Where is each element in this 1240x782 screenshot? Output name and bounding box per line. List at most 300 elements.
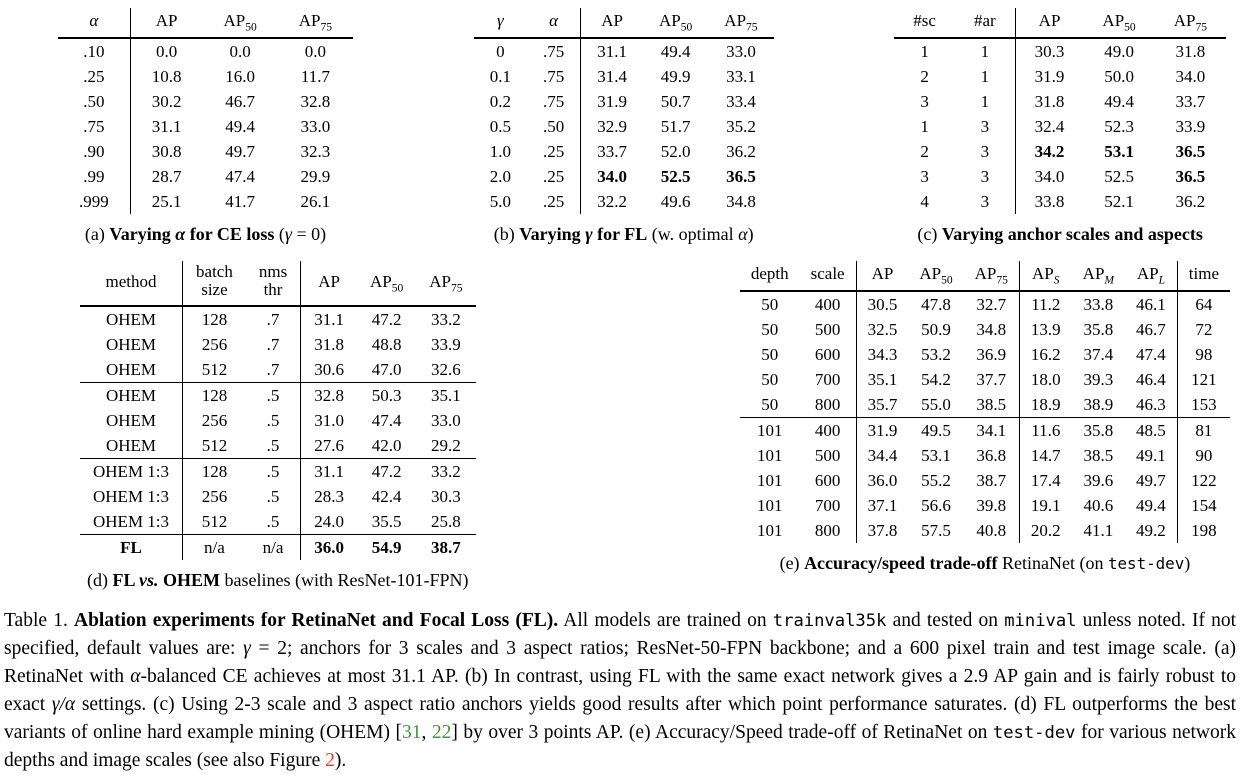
text-segment: ( bbox=[274, 224, 285, 244]
table-cell: 0.5 bbox=[489, 117, 512, 136]
table-cell: 19.1 bbox=[1030, 496, 1061, 515]
table-cell: 2.0 bbox=[489, 167, 512, 186]
table-cell: 18.9 bbox=[1030, 395, 1061, 414]
table-row bbox=[894, 139, 1226, 164]
table-cell: 49.7 bbox=[1125, 468, 1177, 493]
table-cell: OHEM bbox=[80, 306, 183, 332]
text-segment: γ bbox=[284, 224, 292, 244]
table-cell: 49.2 bbox=[1125, 518, 1177, 543]
table-row bbox=[474, 64, 774, 89]
subtable-d bbox=[80, 261, 476, 591]
text-segment: (w. optimal bbox=[647, 224, 739, 244]
subtable-row-bottom bbox=[0, 261, 1240, 591]
table-cell: 34.2 bbox=[1034, 142, 1065, 161]
table-row bbox=[80, 357, 476, 383]
table-cell: OHEM bbox=[80, 408, 183, 433]
table-caption bbox=[4, 607, 1236, 775]
table-row bbox=[894, 114, 1226, 139]
table-cell: 2 bbox=[920, 67, 929, 86]
column-header: AP bbox=[581, 8, 643, 38]
text-segment: = 0) bbox=[292, 224, 327, 244]
table-cell: 31.1 bbox=[597, 42, 628, 61]
text-segment: -balanced CE achieves at most 31.1 AP. (b) In contrast, using FL with the same exact network gives a 2.9 AP gain and is fairly robust to exact bbox=[4, 666, 1236, 715]
text-segment: for CE loss bbox=[185, 224, 275, 244]
table-cell: 72 bbox=[1195, 320, 1213, 339]
table-cell: 0.1 bbox=[489, 67, 512, 86]
table-cell: 31.1 bbox=[301, 459, 357, 485]
table-cell: .75 bbox=[58, 114, 130, 139]
table-cell: 34.0 bbox=[1034, 167, 1065, 186]
table-cell: 52.1 bbox=[1104, 192, 1134, 211]
table-cell: 49.0 bbox=[1104, 42, 1134, 61]
table-cell: 47.4 bbox=[371, 411, 402, 430]
table-cell: 4 bbox=[920, 192, 929, 211]
table-cell: 35.8 bbox=[1072, 418, 1125, 444]
table-cell: 34.0 bbox=[1175, 67, 1206, 86]
table-cell: 35.1 bbox=[867, 370, 898, 389]
table-cell: 42.4 bbox=[371, 487, 402, 506]
table-cell: 600 bbox=[800, 468, 856, 493]
citation-link-31[interactable]: 31 bbox=[401, 722, 422, 743]
table-cell: 153 bbox=[1191, 395, 1217, 414]
table-cell: 52.3 bbox=[1104, 117, 1134, 136]
table-cell: 33.8 bbox=[1083, 295, 1114, 314]
text-segment: baselines (with ResNet-101-FPN) bbox=[220, 570, 469, 590]
table-cell: 53.1 bbox=[921, 446, 951, 465]
table-cell: 3 bbox=[955, 139, 1015, 164]
table-cell: 0.0 bbox=[229, 42, 251, 61]
table-cell: 27.6 bbox=[314, 436, 344, 455]
column-header: AP bbox=[856, 261, 908, 291]
table-cell: 31.1 bbox=[314, 310, 344, 329]
table-cell: .7 bbox=[246, 332, 301, 357]
table-cell: 51.7 bbox=[660, 117, 691, 136]
table-cell: 0.2 bbox=[489, 92, 512, 111]
table-cell: .25 bbox=[527, 164, 581, 189]
table-cell: 31.4 bbox=[597, 67, 628, 86]
table-cell: 512 bbox=[201, 360, 228, 379]
table-cell: 33.4 bbox=[726, 92, 756, 111]
table-cell: 50 bbox=[761, 345, 779, 364]
table-row bbox=[58, 189, 353, 214]
column-header: AP bbox=[301, 261, 357, 306]
table-row bbox=[80, 484, 476, 509]
table-cell: 1.0 bbox=[489, 142, 512, 161]
text-segment: All models are trained on bbox=[558, 610, 773, 631]
text-segment: ). bbox=[334, 750, 347, 771]
table-cell: 101 bbox=[756, 496, 783, 515]
table-cell: 33.9 bbox=[431, 335, 461, 354]
table-cell: 34.0 bbox=[597, 167, 628, 186]
table-cell: 30.3 bbox=[1034, 42, 1065, 61]
table-cell: 1 bbox=[920, 42, 929, 61]
table-row bbox=[740, 392, 1230, 418]
table-row bbox=[474, 139, 774, 164]
table-cell: OHEM bbox=[80, 332, 183, 357]
text-segment: Accuracy/speed trade-off bbox=[804, 553, 998, 573]
table-cell: 33.0 bbox=[431, 411, 461, 430]
table-cell: 46.3 bbox=[1125, 392, 1177, 418]
table-row bbox=[58, 89, 353, 114]
text-segment: ] by over 3 points AP. (e) Accuracy/Speed trade-off of RetinaNet on bbox=[451, 722, 993, 743]
table-cell: 56.6 bbox=[921, 496, 951, 515]
column-header: α bbox=[58, 8, 130, 38]
table-cell: 48.5 bbox=[1125, 418, 1177, 444]
table-cell: 48.8 bbox=[371, 335, 402, 354]
text-segment: Ablation experiments for RetinaNet and Focal Loss (FL). bbox=[73, 610, 559, 631]
table-cell: .5 bbox=[246, 383, 301, 409]
table-cell: 31.1 bbox=[151, 117, 182, 136]
figure-link-2[interactable]: 2 bbox=[325, 750, 335, 771]
column-header: time bbox=[1177, 261, 1230, 291]
table-cell: 30.5 bbox=[867, 295, 898, 314]
table-cell: 34.8 bbox=[726, 192, 756, 211]
table-cell: 46.4 bbox=[1125, 367, 1177, 392]
table-cell: 36.5 bbox=[726, 167, 756, 186]
subtable-e-caption bbox=[780, 552, 1191, 575]
table-row bbox=[740, 518, 1230, 543]
column-header: $AP_{75}$ bbox=[708, 8, 773, 38]
text-segment: test-dev bbox=[992, 723, 1076, 743]
text-segment: , bbox=[421, 722, 432, 743]
table-cell: 3 bbox=[920, 92, 929, 111]
table-cell: 1 bbox=[920, 117, 929, 136]
text-segment: Varying bbox=[109, 224, 176, 244]
table-row bbox=[80, 332, 476, 357]
table-cell: 49.4 bbox=[225, 117, 256, 136]
table-cell: .50 bbox=[527, 114, 581, 139]
subtable-d-caption bbox=[87, 569, 468, 591]
table-cell: 800 bbox=[800, 518, 856, 543]
table-cell: .5 bbox=[246, 459, 301, 485]
table-fl-vs-ohem bbox=[80, 261, 476, 560]
column-header: $AP_{50}$ bbox=[357, 261, 416, 306]
table-cell: 34.4 bbox=[867, 446, 898, 465]
table-cell: .25 bbox=[58, 64, 130, 89]
table-cell: 128 bbox=[183, 383, 246, 409]
table-cell: 30.3 bbox=[431, 487, 461, 506]
column-header: γ bbox=[474, 8, 527, 38]
table-cell: 39.8 bbox=[964, 493, 1020, 518]
table-cell: 101 bbox=[740, 418, 800, 444]
table-cell: 49.4 bbox=[1104, 92, 1134, 111]
table-row bbox=[474, 89, 774, 114]
table-cell: 49.4 bbox=[1125, 493, 1177, 518]
text-segment: OHEM bbox=[158, 570, 221, 590]
table-row bbox=[80, 383, 476, 409]
text-segment: ) bbox=[747, 224, 754, 244]
table-cell: .99 bbox=[58, 164, 130, 189]
table-cell: 38.5 bbox=[1083, 446, 1114, 465]
column-header: $AP_S$ bbox=[1019, 261, 1071, 291]
text-segment: unless noted. If not specified, default values are: bbox=[4, 610, 1237, 659]
text-segment: settings. (c) Using 2-3 scale and 3 aspect ratio anchors yields good results after which point performance saturates. (d) FL outperforms the best variants of online hard example mining (OHEM) [ bbox=[4, 694, 1236, 743]
text-segment: FL bbox=[112, 570, 140, 590]
citation-link-22[interactable]: 22 bbox=[431, 722, 452, 743]
header-row bbox=[740, 261, 1230, 291]
column-header: depth bbox=[740, 261, 800, 291]
table-cell: 26.1 bbox=[300, 192, 331, 211]
table-cell: 18.0 bbox=[1030, 370, 1061, 389]
table-cell: .7 bbox=[246, 357, 301, 383]
table-row bbox=[894, 189, 1226, 214]
column-header: $AP_{50}$ bbox=[643, 8, 708, 38]
text-segment: test-dev bbox=[1108, 554, 1185, 573]
table-cell: 5.0 bbox=[489, 192, 512, 211]
table-cell: .7 bbox=[246, 306, 301, 332]
column-header: $AP_{50}$ bbox=[908, 261, 963, 291]
table-cell: 128 bbox=[201, 310, 228, 329]
table-cell: 50 bbox=[761, 370, 779, 389]
column-header: α bbox=[527, 8, 581, 38]
table-row bbox=[740, 443, 1230, 468]
text-segment: vs. bbox=[139, 570, 159, 590]
table-cell: 400 bbox=[800, 418, 856, 444]
table-cell: 47.0 bbox=[371, 360, 402, 379]
text-segment: minival bbox=[1004, 611, 1077, 631]
table-cell: 128 bbox=[183, 459, 246, 485]
table-cell: OHEM bbox=[80, 383, 183, 409]
table-cell: 31.8 bbox=[314, 335, 344, 354]
table-cell: 55.2 bbox=[921, 471, 951, 490]
table-row bbox=[474, 114, 774, 139]
text-segment: trainval35k bbox=[772, 611, 887, 631]
table-cell: 31.8 bbox=[1175, 42, 1206, 61]
column-header: #ar bbox=[955, 8, 1015, 38]
table-cell: 25.1 bbox=[151, 192, 182, 211]
table-cell: 35.1 bbox=[416, 383, 475, 409]
table-cell: 37.4 bbox=[1083, 345, 1114, 364]
table-varying-gamma bbox=[474, 8, 774, 214]
table-cell: 52.0 bbox=[660, 142, 691, 161]
table-row bbox=[58, 64, 353, 89]
table-varying-alpha bbox=[58, 8, 353, 214]
table-cell: 20.2 bbox=[1030, 521, 1061, 540]
table-cell: .90 bbox=[58, 139, 130, 164]
table-cell: 54.2 bbox=[921, 370, 951, 389]
table-cell: 50 bbox=[761, 395, 779, 414]
table-cell: 10.8 bbox=[151, 67, 182, 86]
column-header: scale bbox=[800, 261, 856, 291]
table-cell: 49.7 bbox=[225, 142, 256, 161]
table-cell: 36.5 bbox=[1175, 167, 1206, 186]
table-row bbox=[740, 291, 1230, 317]
table-cell: 50 bbox=[761, 295, 779, 314]
table-cell: 50.9 bbox=[921, 320, 951, 339]
table-cell: 47.2 bbox=[371, 310, 402, 329]
table-cell: OHEM bbox=[80, 357, 183, 383]
table-cell: 1 bbox=[955, 38, 1015, 64]
table-cell: 0 bbox=[496, 42, 505, 61]
table-cell: 50.7 bbox=[660, 92, 691, 111]
table-cell: 37.8 bbox=[867, 521, 898, 540]
table-cell: 52.5 bbox=[1104, 167, 1134, 186]
table-cell: 31.9 bbox=[1034, 67, 1065, 86]
table-row bbox=[58, 38, 353, 64]
table-cell: 46.7 bbox=[225, 92, 256, 111]
table-cell: 11.2 bbox=[1031, 295, 1061, 314]
column-header: AP bbox=[1015, 8, 1083, 38]
table-row bbox=[740, 367, 1230, 392]
table-cell: .25 bbox=[527, 189, 581, 214]
table-cell: 101 bbox=[756, 521, 783, 540]
column-header: batch size bbox=[183, 261, 246, 306]
text-segment: Varying anchor scales and aspects bbox=[941, 224, 1203, 244]
table-cell: 35.5 bbox=[371, 512, 402, 531]
text-segment: RetinaNet (on bbox=[997, 553, 1108, 573]
column-header: nms thr bbox=[246, 261, 301, 306]
table-cell: 35.2 bbox=[726, 117, 756, 136]
table-cell: 34.3 bbox=[867, 345, 898, 364]
table-cell: 40.6 bbox=[1083, 496, 1114, 515]
table-row bbox=[894, 164, 1226, 189]
header-row bbox=[58, 8, 353, 38]
table-cell: 36.2 bbox=[1175, 192, 1206, 211]
table-cell: 49.5 bbox=[908, 418, 963, 444]
table-cell: 0.0 bbox=[156, 42, 178, 61]
table-cell: 11.6 bbox=[1019, 418, 1071, 444]
table-cell: 35.7 bbox=[867, 395, 898, 414]
subtable-e bbox=[740, 261, 1230, 575]
table-row bbox=[740, 493, 1230, 518]
table-cell: 3 bbox=[920, 167, 929, 186]
table-cell: 32.9 bbox=[597, 117, 628, 136]
table-cell: 29.9 bbox=[300, 167, 331, 186]
table-cell: 33.7 bbox=[1175, 92, 1206, 111]
table-cell: 1 bbox=[955, 89, 1015, 114]
table-cell: 16.0 bbox=[225, 67, 256, 86]
table-row bbox=[474, 164, 774, 189]
table-cell: 31.9 bbox=[597, 92, 628, 111]
column-header: $AP_{75}$ bbox=[1155, 8, 1226, 38]
table-cell: FL bbox=[80, 535, 183, 561]
table-cell: .999 bbox=[58, 189, 130, 214]
table-cell: .75 bbox=[527, 89, 581, 114]
table-cell: 33.9 bbox=[1175, 117, 1206, 136]
subtable-c-caption bbox=[917, 223, 1203, 245]
table-cell: 3 bbox=[955, 114, 1015, 139]
table-row bbox=[740, 418, 1230, 444]
table-row bbox=[894, 38, 1226, 64]
subtable-a bbox=[58, 8, 353, 245]
subtable-row-top bbox=[0, 8, 1240, 245]
table-cell: 38.5 bbox=[964, 392, 1020, 418]
table-cell: 39.3 bbox=[1083, 370, 1114, 389]
table-row bbox=[80, 459, 476, 485]
text-segment: (c) bbox=[917, 224, 942, 244]
table-cell: 512 bbox=[201, 436, 228, 455]
table-cell: 3 bbox=[955, 189, 1015, 214]
table-cell: .10 bbox=[58, 38, 130, 64]
column-header: method bbox=[80, 261, 183, 306]
table-anchor-scales-aspects bbox=[894, 8, 1226, 214]
table-cell: 33.2 bbox=[431, 310, 461, 329]
table-cell: 33.0 bbox=[726, 42, 756, 61]
table-cell: 28.7 bbox=[151, 167, 182, 186]
table-cell: 37.7 bbox=[964, 367, 1020, 392]
table-cell: 34.1 bbox=[964, 418, 1020, 444]
subtable-b bbox=[474, 8, 774, 245]
table-cell: 198 bbox=[1191, 521, 1217, 540]
column-header: $AP_{75}$ bbox=[278, 8, 353, 38]
table-cell: 36.0 bbox=[867, 471, 898, 490]
table-row bbox=[474, 189, 774, 214]
table-cell: 256 bbox=[201, 487, 228, 506]
table-cell: 98 bbox=[1195, 345, 1213, 364]
table-cell: 800 bbox=[800, 392, 856, 418]
table-cell: 400 bbox=[800, 291, 856, 317]
column-header: $AP_{50}$ bbox=[203, 8, 278, 38]
text-segment: for FL bbox=[592, 224, 648, 244]
table-cell: 122 bbox=[1191, 471, 1217, 490]
table-cell: 30.2 bbox=[151, 92, 182, 111]
table-cell: 35.8 bbox=[1083, 320, 1114, 339]
table-cell: 46.1 bbox=[1125, 291, 1177, 317]
table-cell: 31.0 bbox=[314, 411, 344, 430]
table-row bbox=[80, 535, 476, 561]
table-cell: 39.6 bbox=[1083, 471, 1114, 490]
text-segment: γ bbox=[585, 224, 593, 244]
text-segment: = 2; anchors for 3 scales and 3 aspect ratios; ResNet-50-FPN backbone; and a 600 pixel train and test image scale. (a) RetinaNet with bbox=[4, 638, 1236, 687]
column-header: #sc bbox=[894, 8, 955, 38]
table-cell: OHEM 1:3 bbox=[80, 509, 183, 535]
table-cell: OHEM bbox=[80, 433, 183, 459]
text-segment: and tested on bbox=[886, 610, 1005, 631]
table-cell: 42.0 bbox=[371, 436, 402, 455]
table-cell: .25 bbox=[527, 139, 581, 164]
table-cell: .75 bbox=[527, 64, 581, 89]
table-cell: 25.8 bbox=[431, 512, 461, 531]
table-cell: 38.7 bbox=[416, 535, 475, 561]
table-cell: 47.8 bbox=[921, 295, 951, 314]
table-cell: .5 bbox=[246, 408, 301, 433]
column-header: $AP_L$ bbox=[1125, 261, 1177, 291]
table-cell: 33.0 bbox=[300, 117, 331, 136]
table-cell: 14.7 bbox=[1030, 446, 1061, 465]
table-cell: 34.8 bbox=[964, 317, 1020, 342]
table-cell: 33.2 bbox=[416, 459, 475, 485]
table-cell: OHEM 1:3 bbox=[80, 459, 183, 485]
table-cell: 57.5 bbox=[921, 521, 951, 540]
table-cell: 101 bbox=[756, 471, 783, 490]
table-cell: 37.1 bbox=[867, 496, 898, 515]
table-cell: 13.9 bbox=[1030, 320, 1061, 339]
table-cell: 31.8 bbox=[1034, 92, 1065, 111]
table-cell: 52.5 bbox=[660, 167, 691, 186]
table-row bbox=[894, 89, 1226, 114]
table-cell: 50.0 bbox=[1104, 67, 1134, 86]
table-cell: .5 bbox=[246, 484, 301, 509]
table-cell: 49.4 bbox=[660, 42, 691, 61]
table-cell: 81 bbox=[1177, 418, 1230, 444]
table-cell: 32.4 bbox=[1034, 117, 1065, 136]
table-row bbox=[740, 468, 1230, 493]
table-cell: 32.8 bbox=[300, 92, 331, 111]
text-segment: ) bbox=[1184, 553, 1191, 573]
table-cell: 41.1 bbox=[1083, 521, 1114, 540]
text-segment: (d) bbox=[87, 570, 113, 590]
table-row bbox=[740, 317, 1230, 342]
table-row bbox=[58, 139, 353, 164]
table-cell: 36.2 bbox=[726, 142, 756, 161]
table-cell: n/a bbox=[246, 535, 301, 561]
table-cell: 53.1 bbox=[1104, 142, 1134, 161]
table-cell: 47.2 bbox=[357, 459, 416, 485]
table-cell: .50 bbox=[58, 89, 130, 114]
text-segment: α bbox=[130, 666, 141, 687]
table-cell: 28.3 bbox=[314, 487, 344, 506]
table-cell: 0.0 bbox=[304, 42, 327, 61]
